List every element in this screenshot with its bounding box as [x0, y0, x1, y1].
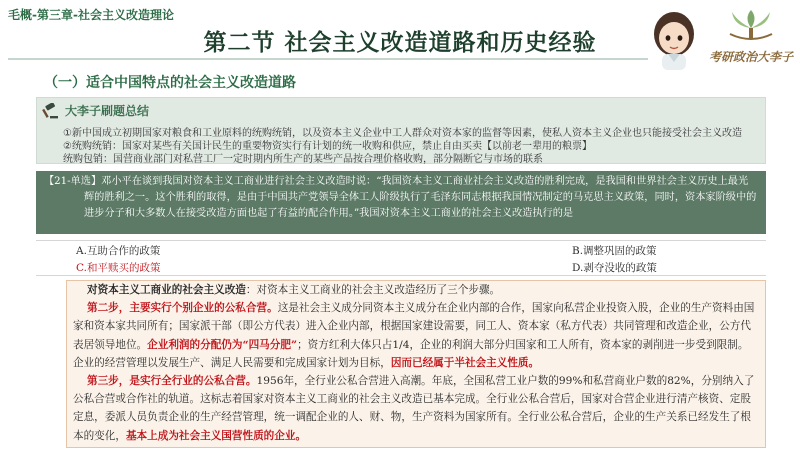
- step2-text: 这是社会主义成分同资本主义成分在企业内部的合作，国家向私营企业投资入股，企业的生产资料由国家和资本家共同所有；国家派干部（即公方代表）进入企业内部，根据国家建设需要，同工人、资本家（私方代表）共同管理和改造企业，公方代表居领导地位。: [73, 302, 755, 351]
- step3-label: 第三步，是实行全行业的公私合营。: [87, 375, 257, 388]
- answer-intro: [73, 281, 759, 299]
- answer-step3: [73, 372, 759, 445]
- options-list: [36, 240, 766, 276]
- step2-highlight: 因而已经属于半社会主义性质。: [390, 356, 540, 369]
- summary-line: ②统购统销：国家对某些有关国计民生的重要物资实行有计划的统一收购和供应，禁止自由买卖【以前老一辈用的粮票】: [63, 141, 592, 152]
- answer-explanation: [66, 280, 766, 448]
- summary-line: ①新中国成立初期国家对粮食和工业原料的统购统销，以及资本主义企业中工人群众对资本家的监督等因素，使私人资本主义企业也只能接受社会主义改造: [63, 128, 742, 139]
- step2-text: ；资方红利大体只占1/4，企业的利润大部分归国家和工人所有，资本家的剥削进一步受到限制。企业的经营管理以发展生产、满足人民需要和完成国家计划为目标，: [73, 338, 749, 369]
- question-text: 【21-单选】邓小平在谈到我国对资本主义工商业进行社会主义改造时说：“我国资本主义工商业社会主义改造的胜利完成，是我国和世界社会主义历史上最光辉的胜利之一。这个胜利的取得，是由于中国共产党领导全体工人阶级执行了毛泽东同志根据我国情况制定的马克思主义政策，同时，资本家阶级中的进步分子和大多数人在接受改造方面也起了有益的配合作用。”我国对资本主义工商业的社会主义改造执行的是: [36, 171, 766, 234]
- answer-intro-rest: ：对资本主义工商业的社会主义改造经历了三个步骤。: [245, 284, 501, 296]
- step3-text: 1956年，全行业公私合营进入高潮。年底，全国私营工业户数的99%和私营商业户数的82%，分别纳入了公私合营或合作社的轨道。这标志着国家对资本主义工商业的社会主义改造已基本完成。全行业公私合营后，国家对合营企业进行清产核资、定股定息，委派人员负责企业的生产经营管理，统一调配企业的人、财、物，生产资料为国家所有。全行业公私合营后，企业的生产关系已经发生了根本的变化，: [73, 375, 755, 442]
- page-title: 第二节 社会主义改造道路和历史经验: [203, 30, 597, 56]
- summary-title: 大李子刷题总结: [65, 104, 150, 118]
- breadcrumb: 毛概-第三章-社会主义改造理论: [8, 8, 174, 22]
- title-divider: [8, 58, 648, 60]
- step2-highlight: 企业利润的分配仍为“四马分肥”: [147, 338, 298, 351]
- options-divider: [36, 240, 766, 241]
- summary-line: 统购包销：国营商业部门对私营工厂一定时期内所生产的某些产品按合理价格收购，部分隔断它与市场的联系: [63, 154, 543, 165]
- brand-logo-icon: [708, 4, 794, 48]
- section-heading: （一）适合中国特点的社会主义改造道路: [44, 75, 296, 91]
- avatar-illustration-icon: [646, 4, 702, 70]
- summary-box: [36, 97, 766, 164]
- brand-logo: [708, 4, 794, 68]
- step2-label: 第二步，主要实行个别企业的公私合营。: [87, 302, 278, 315]
- option-c-correct[interactable]: C.和平赎买的政策: [76, 262, 161, 274]
- gavel-icon: [41, 103, 59, 119]
- option-a[interactable]: A.互助合作的政策: [76, 245, 161, 257]
- brand-name: 考研政治大李子: [708, 50, 793, 64]
- answer-intro-bold: 对资本主义工商业的社会主义改造: [87, 284, 246, 296]
- answer-step2: [73, 299, 759, 372]
- step3-highlight: 基本上成为社会主义国营性质的企业。: [125, 429, 307, 442]
- option-d[interactable]: D.剥夺没收的政策: [572, 262, 657, 274]
- option-b[interactable]: B.调整巩固的政策: [572, 245, 657, 257]
- options-divider: [36, 275, 766, 276]
